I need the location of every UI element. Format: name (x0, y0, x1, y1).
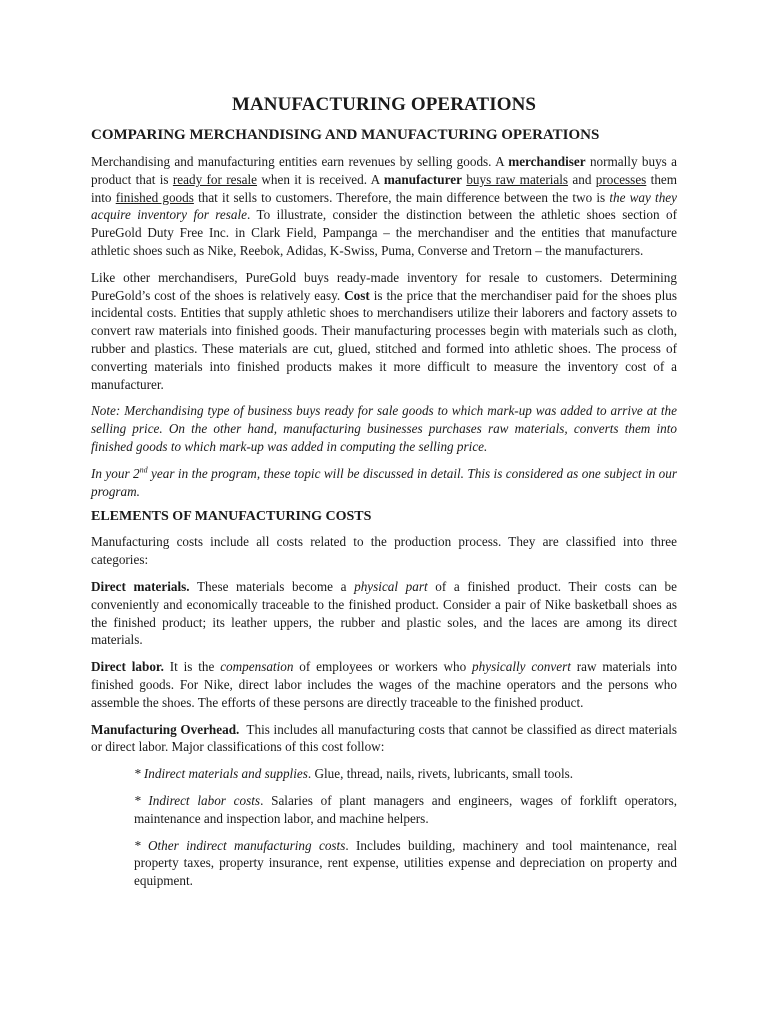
paragraph-elements-intro: Manufacturing costs include all costs related to the production process. They are classified into three categories: (91, 534, 677, 568)
year-note-paragraph: In your 2nd year in the program, these topic will be discussed in detail. This is considered as one subject in our program. (91, 465, 677, 499)
bullet-indirect-labor: * Indirect labor costs. Salaries of plant managers and engineers, wages of forklift operators, maintenance and inspection labor, and machine helpers. (134, 792, 677, 826)
label-direct-labor: Direct labor. (91, 659, 164, 675)
term-merchandiser: merchandiser (508, 154, 586, 169)
superscript-nd: nd (139, 465, 148, 475)
section-heading-comparing: COMPARING MERCHANDISING AND MANUFACTURING OPERATIONS (91, 127, 600, 143)
paragraph-merchandising-vs-manufacturing: Merchandising and manufacturing entities earn revenues by selling goods. A merchandiser normally buys a product that is ready for resale when it is received. A manufacturer buys raw materials and processes them into finished goods that it sells to customers. Therefore, the main difference between the two is the way they acquire inventory for resale. To illustrate, consider the distinction between the athletic shoes section of PureGold Duty Free Inc. in Clark Field, Pampanga – the merchandiser and the entities that manufacture athletic shoes such as Nike, Reebok, Adidas, K-Swiss, Puma, Converse and Tretorn – the manufacturers. (91, 154, 678, 258)
term-finished-goods: finished goods (115, 189, 194, 205)
paragraph-manufacturing-overhead: Manufacturing Overhead. This includes all manufacturing costs that cannot be classified as direct materials or direct labor. Major classifications of this cost follow: (91, 721, 681, 755)
term-processes: processes (595, 171, 647, 187)
term-ready-for-resale: ready for resale (172, 171, 258, 187)
paragraph-puregold-cost: Like other merchandisers, PureGold buys ready-made inventory for resale to customers. Determining PureGold’s cost of the shoes is relatively easy. Cost is the price that the merchandiser paid for the shoes plus incidental costs. Entities that supply athletic shoes to merchandisers utilize their laborers and factory assets to convert raw materials into finished goods. Their manufacturing processes begin with materials such as cloth, rubber and plastics. These materials are cut, glued, stitched and formed into athletic shoes. The process of converting materials into finished products makes it more difficult to measure the inventory cost of a manufacturer. (91, 269, 677, 392)
term-cost: Cost (344, 287, 370, 303)
term-manufacturer: manufacturer (383, 171, 462, 187)
bullet-indirect-materials: * Indirect materials and supplies. Glue, thread, nails, rivets, lubricants, small tools. (134, 766, 574, 782)
phrase-way-acquire-inventory: the way they acquire inventory for resale (91, 189, 678, 223)
label-direct-materials: Direct materials. (91, 578, 190, 594)
label-manufacturing-overhead: Manufacturing Overhead. (91, 721, 240, 737)
note-paragraph: Note: Merchandising type of business buys ready for sale goods to which mark-up was added to arrive at the selling price. On the other hand, manufacturing businesses purchases raw materials, converts them into finished goods to which mark-up was added in computing the selling price. (91, 403, 677, 454)
paragraph-direct-labor: Direct labor. It is the compensation of employees or workers who physically convert raw materials into finished goods. For Nike, direct labor includes the wages of the machine operators and the persons who assemble the shoes. The efforts of these persons are directly traceable to the finished product. (91, 659, 677, 710)
section-heading-elements: ELEMENTS OF MANUFACTURING COSTS (91, 509, 372, 525)
term-buys-raw-materials: buys raw materials (466, 171, 569, 187)
paragraph-direct-materials: Direct materials. These materials become a physical part of a finished product. Their costs can be conveniently and economically traceable to the finished product. Consider a pair of Nike basketball shoes as the finished product; its leather uppers, the rubber and plastic soles, and the laces are among its direct materials. (91, 578, 677, 648)
page-title: MANUFACTURING OPERATIONS (231, 94, 537, 115)
bullet-other-indirect-costs: * Other indirect manufacturing costs. Includes building, machinery and tool maintenance, real property taxes, property insurance, rent expense, utilities expense and depreciation on property and equipment. (134, 837, 677, 889)
